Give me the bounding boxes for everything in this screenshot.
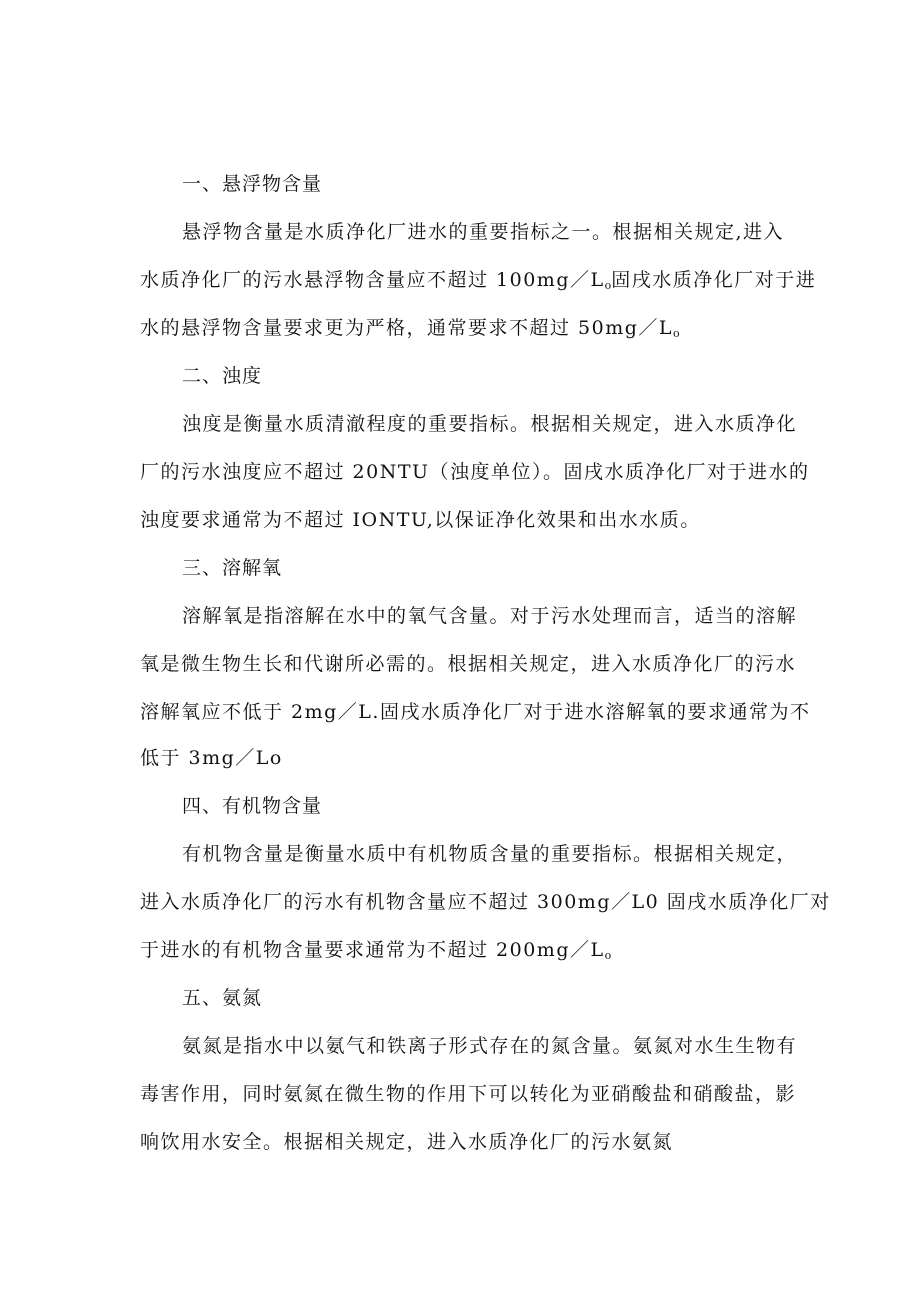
- paragraph-line: 浊度要求通常为不超过 IONTU,以保证净化效果和出水水质。: [140, 509, 701, 531]
- paragraph-line: 有机物含量是衡量水质中有机物质含量的重要指标。根据相关规定，: [182, 843, 798, 865]
- section-heading: 一、悬浮物含量: [182, 173, 323, 195]
- section-heading: 三、溶解氧: [182, 557, 283, 579]
- paragraph-line: 进入水质净化厂的污水有机物含量应不超过 300mg／L0 固戌水质净化厂对: [140, 891, 831, 913]
- section-heading: 二、浊度: [182, 365, 263, 387]
- paragraph-line: 溶解氧是指溶解在水中的氧气含量。对于污水处理而言，适当的溶解: [182, 605, 798, 627]
- paragraph-line: 水的悬浮物含量要求更为严格，通常要求不超过 $50mg/L_o$: [140, 317, 680, 340]
- paragraph-line: 水质净化厂的污水悬浮物含量应不超过 $100mg/L_o$固戌水质净化厂对于进: [140, 269, 817, 292]
- paragraph-line: 厂的污水浊度应不超过 20NTU（浊度单位）。固戌水质净化厂对于进水的: [140, 461, 810, 483]
- paragraph-line: 氨氮是指水中以氨气和铁离子形式存在的氮含量。氨氮对水生生物有: [182, 1035, 798, 1057]
- paragraph-line: 毒害作用，同时氨氮在微生物的作用下可以转化为亚硝酸盐和硝酸盐，影: [140, 1083, 797, 1105]
- section-heading: 五、氨氮: [182, 987, 263, 1009]
- paragraph-line: 溶解氧应不低于 2mg／L.固戌水质净化厂对于进水溶解氧的要求通常为不: [140, 701, 811, 723]
- paragraph-line: 氧是微生物生长和代谢所必需的。根据相关规定，进入水质净化厂的污水: [140, 653, 797, 675]
- paragraph-line: 低于 3mg／Lo: [140, 747, 283, 769]
- paragraph-line: 于进水的有机物含量要求通常为不超过 $200mg/L_o$: [140, 939, 612, 962]
- paragraph-line: 浊度是衡量水质清澈程度的重要指标。根据相关规定，进入水质净化: [182, 413, 798, 435]
- section-heading: 四、有机物含量: [182, 795, 323, 817]
- paragraph-line: 响饮用水安全。根据相关规定，进入水质净化厂的污水氨氮: [140, 1131, 674, 1153]
- paragraph-line: 悬浮物含量是水质净化厂进水的重要指标之一。根据相关规定,进入: [182, 221, 785, 243]
